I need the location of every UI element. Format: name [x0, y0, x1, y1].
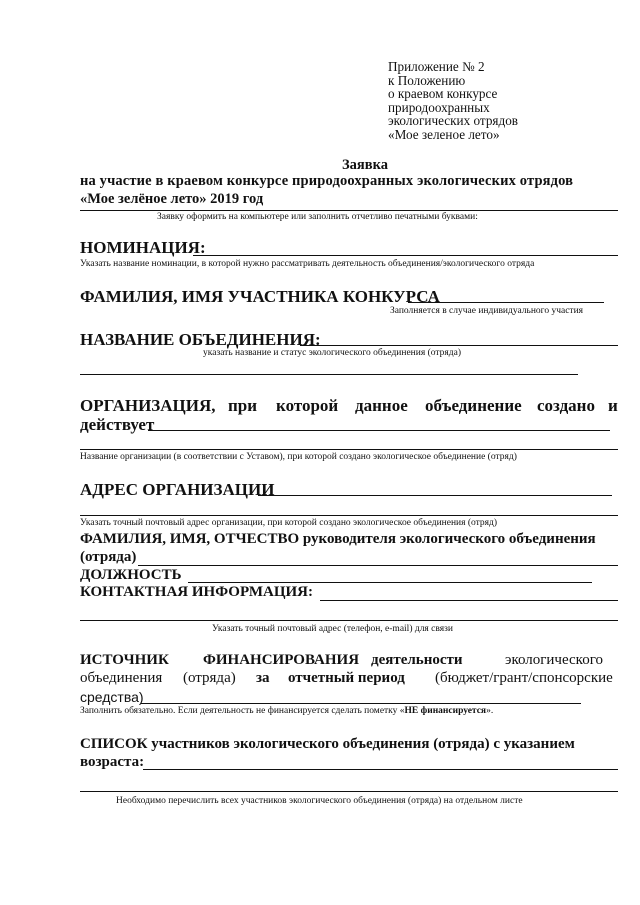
funding-word-4: экологического: [505, 652, 603, 668]
not-financed-note: НЕ финансируется: [404, 706, 487, 716]
appendix-block: [388, 60, 518, 142]
address-field[interactable]: [258, 495, 612, 496]
members-label-line1: СПИСОК участников экологического объединения (отряда) с указанием: [80, 736, 575, 752]
document-subtitle-line1: на участие в краевом конкурсе природоохранных экологических отрядов: [80, 173, 574, 189]
leader-label-line2: (отряда): [80, 549, 137, 565]
subtitle-underline: [80, 210, 618, 211]
organization-label-6: создано: [537, 396, 595, 415]
funding-word-9: (бюджет/грант/спонсорские: [435, 670, 613, 686]
union-name-label: НАЗВАНИЕ ОБЪЕДИНЕНИЯ:: [80, 330, 321, 349]
appendix-line: о краевом конкурсе: [388, 86, 498, 102]
funding-word-7: за: [256, 670, 270, 686]
contact-field[interactable]: [320, 600, 618, 601]
funding-word-5: объединения: [80, 670, 163, 686]
leader-label-line1: ФАМИЛИЯ, ИМЯ, ОТЧЕСТВО руководителя экологического объединения: [80, 531, 596, 547]
position-label: ДОЛЖНОСТЬ: [80, 567, 182, 583]
union-name-hint: указать название и статус экологического объединения (отряда): [203, 348, 461, 358]
document-subtitle-line2: «Мое зелёное лето» 2019 год: [80, 191, 264, 207]
participant-hint: Заполняется в случае индивидуального участия: [390, 306, 584, 316]
organization-hint: Название организации (в соответствии с Уставом), при которой создано экологическое объединение (отряд): [80, 452, 517, 462]
members-label-line2: возраста:: [80, 754, 145, 770]
contact-label: КОНТАКТНАЯ ИНФОРМАЦИЯ:: [80, 584, 313, 600]
funding-hint: Заполнить обязательно. Если деятельность не финансируется сделать пометку «НЕ финансируется».: [80, 706, 494, 716]
appendix-line: Приложение № 2: [388, 59, 485, 74]
appendix-line: «Мое зеленое лето»: [388, 126, 500, 142]
leader-field[interactable]: [138, 565, 618, 566]
organization-field-2[interactable]: [80, 449, 618, 450]
appendix-line: природоохранных: [388, 99, 490, 115]
organization-label-3: которой: [276, 396, 339, 415]
union-name-field-2[interactable]: [80, 374, 578, 375]
address-label: АДРЕС ОРГАНИЗАЦИИ: [80, 480, 275, 499]
organization-label-7: и: [608, 396, 618, 415]
position-field[interactable]: [188, 582, 592, 583]
appendix-line: экологических отрядов: [388, 113, 519, 129]
funding-word-3: деятельности: [371, 652, 463, 668]
nomination-field[interactable]: [193, 255, 618, 256]
funding-word-10: средства): [80, 689, 144, 705]
participant-label: ФАМИЛИЯ, ИМЯ УЧАСТНИКА КОНКУРСА: [80, 287, 440, 306]
appendix-line: к Положению: [388, 72, 466, 88]
organization-label-1: ОРГАНИЗАЦИЯ,: [80, 396, 216, 415]
funding-word-2: ФИНАНСИРОВАНИЯ: [203, 652, 360, 668]
members-field[interactable]: [143, 769, 618, 770]
funding-word-8: отчетный период: [288, 670, 405, 686]
nomination-label: НОМИНАЦИЯ:: [80, 238, 206, 257]
funding-word-1: ИСТОЧНИК: [80, 652, 169, 668]
document-title: Заявка: [342, 157, 388, 173]
nomination-hint: Указать название номинации, в которой нужно рассматривать деятельность объединения/экологического отряда: [80, 259, 535, 269]
organization-field[interactable]: [148, 430, 610, 431]
organization-label-4: данное: [355, 396, 408, 415]
fill-instruction: Заявку оформить на компьютере или заполнить отчетливо печатными буквами:: [157, 212, 478, 222]
union-name-field[interactable]: [300, 345, 618, 346]
contact-hint: Указать точный почтовый адрес (телефон, e-mail) для связи: [212, 624, 453, 634]
contact-field-2[interactable]: [80, 620, 618, 621]
organization-label-8: действует: [80, 415, 155, 434]
members-field-2[interactable]: [80, 791, 618, 792]
funding-word-6: (отряда): [183, 670, 236, 686]
funding-field[interactable]: [141, 703, 581, 704]
address-hint: Указать точный почтовый адрес организации, при которой создано экологическое объединения (отряд): [80, 518, 498, 528]
address-field-2[interactable]: [80, 515, 618, 516]
participant-field[interactable]: [408, 302, 604, 303]
organization-label-5: объединение: [425, 396, 522, 415]
members-hint: Необходимо перечислить всех участников экологического объединения (отряда) на отдельном листе: [116, 796, 523, 806]
organization-label-2: при: [228, 396, 258, 415]
